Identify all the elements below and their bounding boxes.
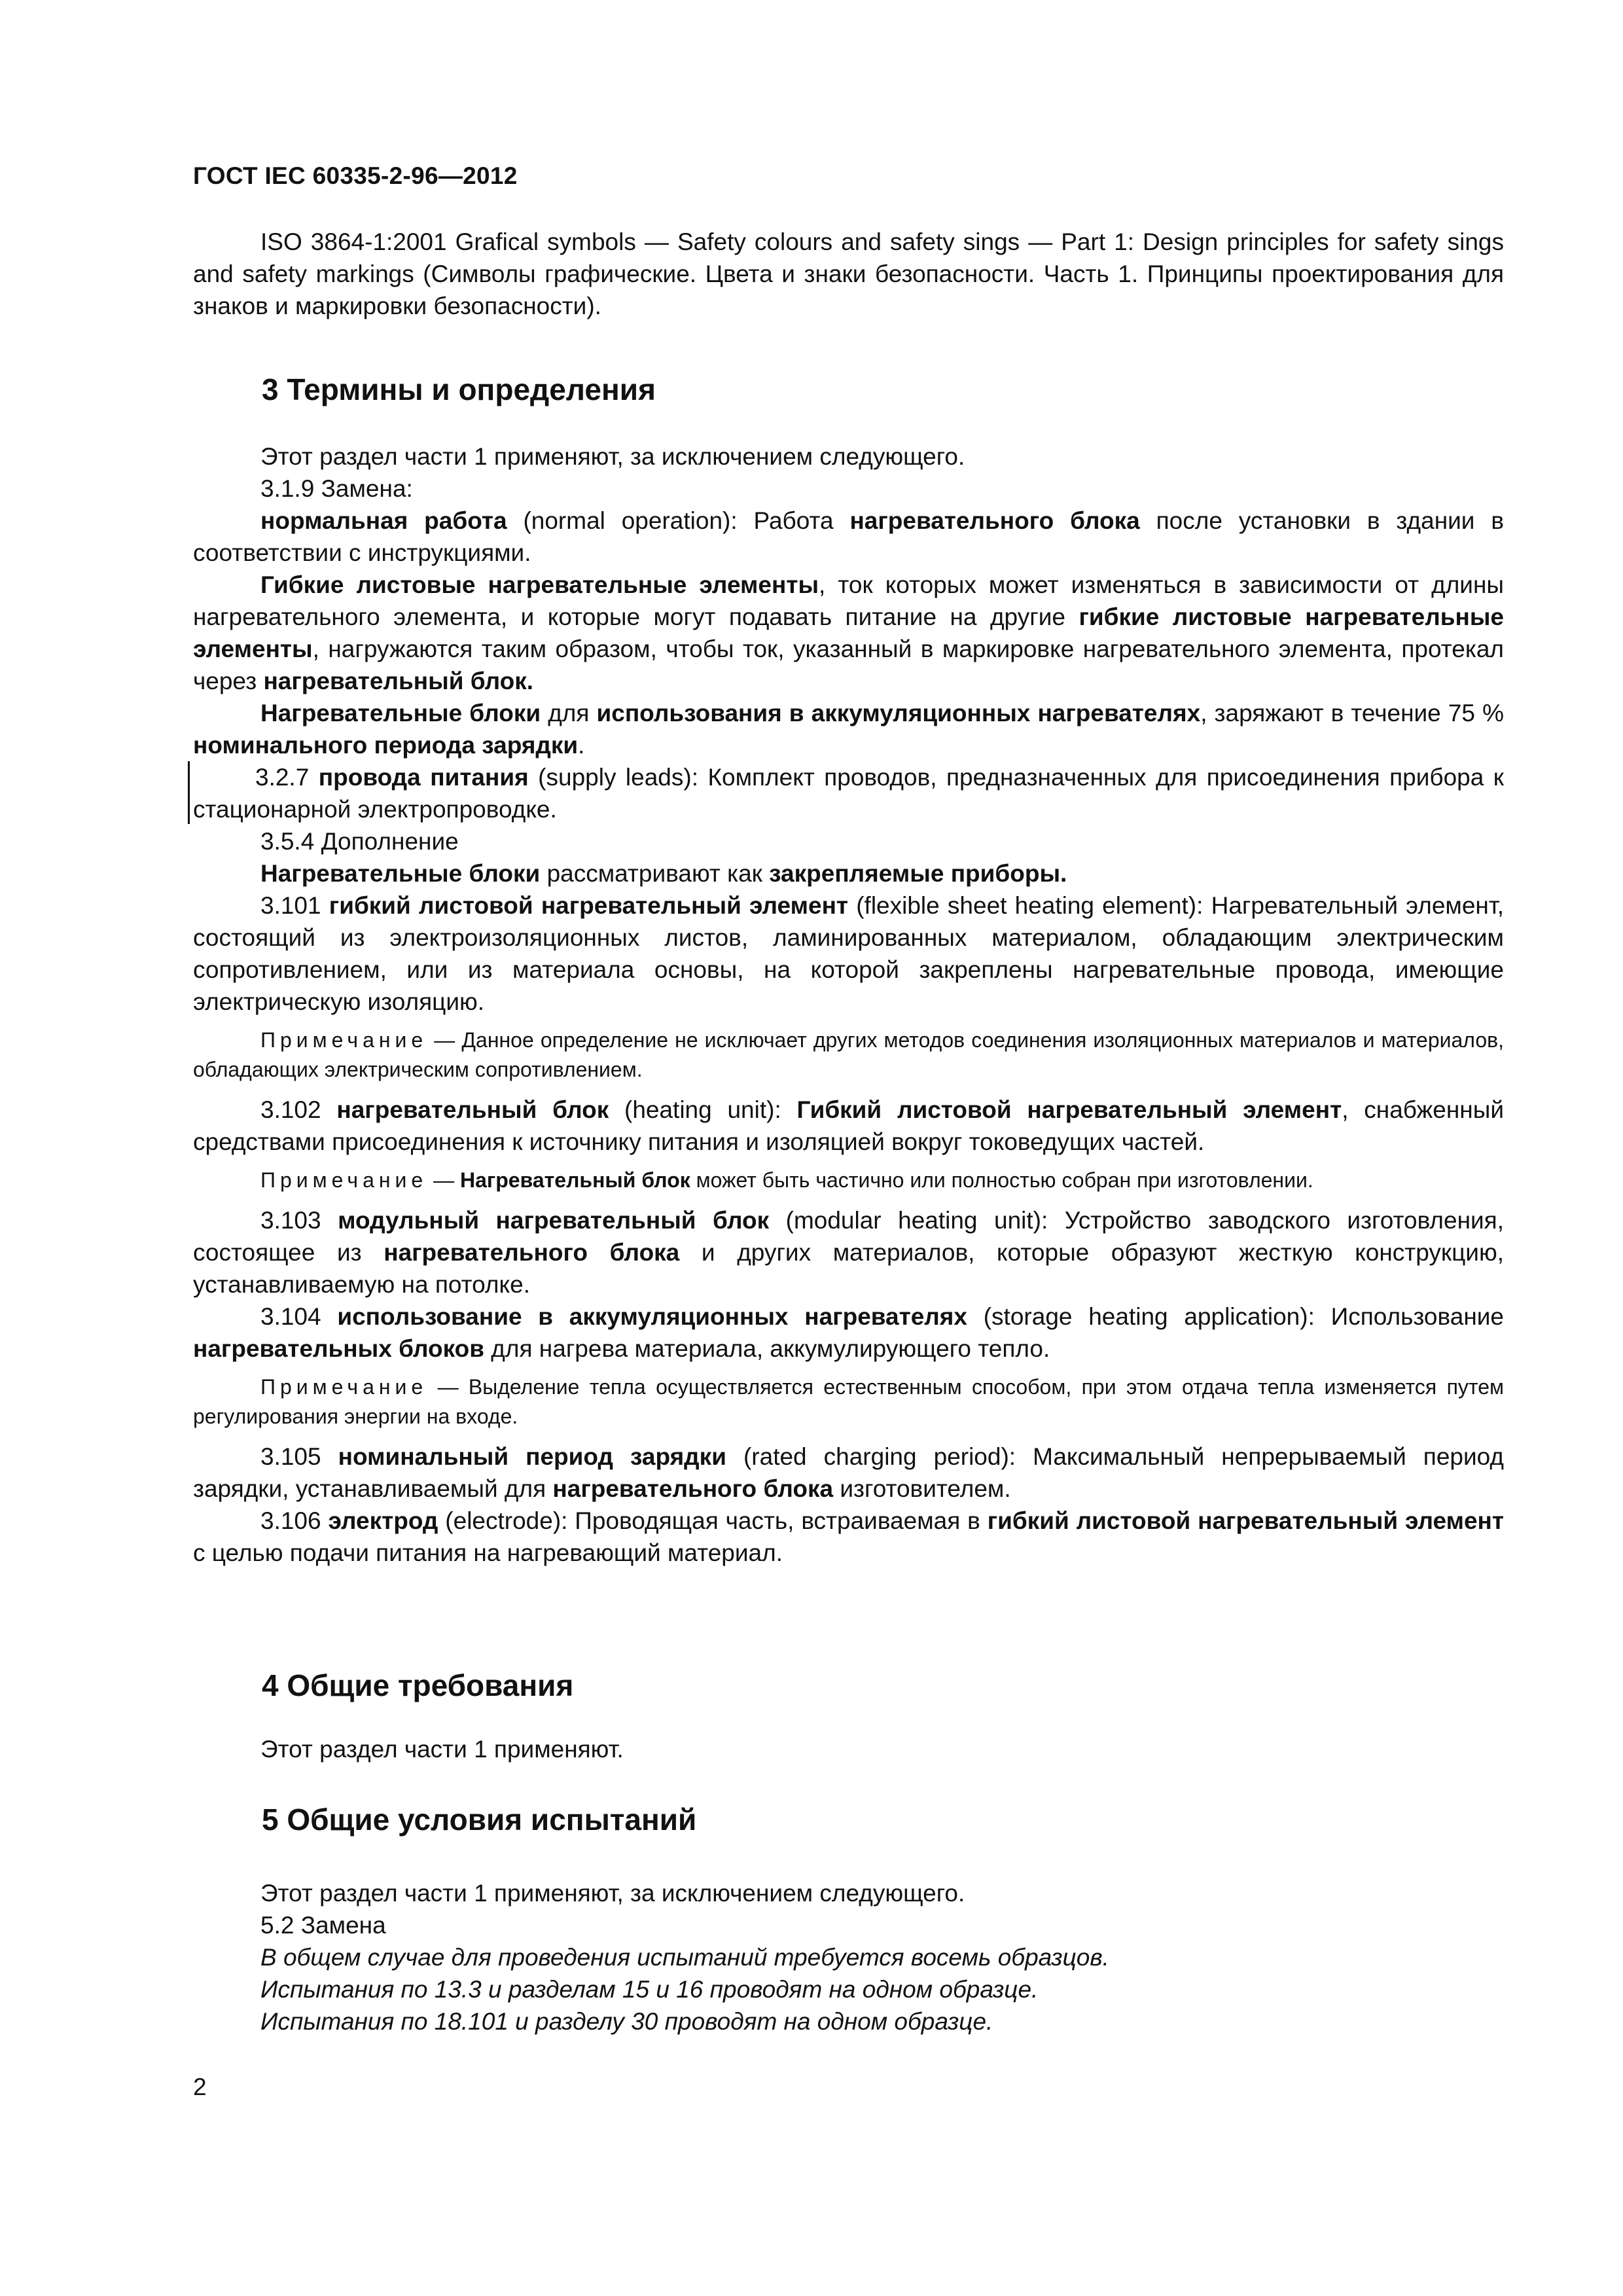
definition-flexible-sheet: 3.101 гибкий листовой нагревательный элемент (flexible sheet heating element): Нагревательный элемент, состоящий из электроизоляционных листов, ламинированных материалом, обладающим электрическим сопротивлением, или из материала основы, на которой закреплены нагревательные провода, имеющие электрическую изоляцию. <box>193 892 1504 1015</box>
paragraph: Испытания по 18.101 и разделу 30 проводят на одном образце. <box>260 2008 993 2035</box>
paragraph: Этот раздел части 1 применяют, за исключением следующего. <box>260 443 965 470</box>
definition-normal-operation: нормальная работа (normal operation): Работа нагревательного блока после установки в здании в соответствии с инструкциями. <box>193 507 1504 566</box>
paragraph: Этот раздел части 1 применяют. <box>260 1736 624 1763</box>
paragraph: 3.1.9 Замена: <box>260 475 413 502</box>
document-header: ГОСТ IEC 60335-2-96—2012 <box>193 162 518 189</box>
change-bar <box>188 761 190 824</box>
paragraph: Нагревательные блоки рассматривают как закрепляемые приборы. <box>260 860 1067 887</box>
section-3-title: 3 Термины и определения <box>262 372 656 406</box>
section-5-title: 5 Общие условия испытаний <box>262 1803 697 1837</box>
note: Примечание — Данное определение не исключает других методов соединения изоляционных материалов и материалов, обладающих электрическим сопротивлением. <box>193 1028 1504 1081</box>
section-5-body <box>193 1877 1504 2037</box>
paragraph: 3.5.4 Дополнение <box>260 828 459 855</box>
definition-electrode: 3.106 электрод (electrode): Проводящая часть, встраиваемая в гибкий листовой нагревательный элемент с целью подачи питания на нагревающий материал. <box>193 1507 1505 1566</box>
section-3-body <box>193 440 1504 1569</box>
paragraph: Этот раздел части 1 применяют, за исключением следующего. <box>260 1880 965 1907</box>
definition-supply-leads: 3.2.7 провода питания (supply leads): Комплект проводов, предназначенных для присоединения прибора к стационарной электропроводке. <box>193 761 1504 825</box>
intro-block <box>193 226 1504 322</box>
paragraph: Испытания по 13.3 и разделам 15 и 16 проводят на одном образце. <box>260 1976 1039 2003</box>
section-4-body <box>193 1733 1504 1765</box>
note: Примечание — Выделение тепла осуществляется естественным способом, при этом отдача тепла изменяется путем регулирования энергии на входе. <box>193 1375 1504 1428</box>
paragraph: Нагревательные блоки для использования в аккумуляционных нагревателях, заряжают в течение 75 % номинального периода зарядки. <box>193 700 1504 759</box>
note: Примечание — Нагревательный блок может быть частично или полностью собран при изготовлении. <box>260 1168 1313 1192</box>
paragraph: 5.2 Замена <box>260 1912 386 1939</box>
definition-heating-unit: 3.102 нагревательный блок (heating unit): Гибкий листовой нагревательный элемент, снабженный средствами присоединения к источнику питания и изоляцией вокруг токоведущих частей. <box>193 1096 1505 1155</box>
definition-modular-heating-unit: 3.103 модульный нагревательный блок (modular heating unit): Устройство заводского изготовления, состоящее из нагревательного блока и других материалов, которые образуют жесткую конструкцию, устанавливаемую на потолке. <box>193 1207 1504 1298</box>
page-number: 2 <box>193 2073 207 2100</box>
definition-storage-heating: 3.104 использование в аккумуляционных нагревателях (storage heating application): Использование нагревательных блоков для нагрева материала, аккумулирующего тепло. <box>193 1303 1504 1362</box>
document-page <box>193 0 1504 2296</box>
section-4-title: 4 Общие требования <box>262 1668 574 1702</box>
definition-rated-charging-period: 3.105 номинальный период зарядки (rated charging period): Максимальный непрерываемый период зарядки, устанавливаемый для нагревательного блока изготовителем. <box>193 1443 1504 1502</box>
iso-reference: ISO 3864-1:2001 Grafical symbols — Safety colours and safety sings — Part 1: Design principles for safety sings and safety markings (Символы графические. Цвета и знаки безопасности. Часть 1. Принципы проектирования для знаков и маркировки безопасности). <box>193 228 1504 319</box>
paragraph: Гибкие листовые нагревательные элементы, ток которых может изменяться в зависимости от длины нагревательного элемента, и которые могут подавать питание на другие гибкие листовые нагревательные элементы, нагружаются таким образом, чтобы ток, указанный в маркировке нагревательного элемента, протекал через нагревательный блок. <box>193 571 1505 694</box>
paragraph: В общем случае для проведения испытаний требуется восемь образцов. <box>260 1944 1109 1971</box>
